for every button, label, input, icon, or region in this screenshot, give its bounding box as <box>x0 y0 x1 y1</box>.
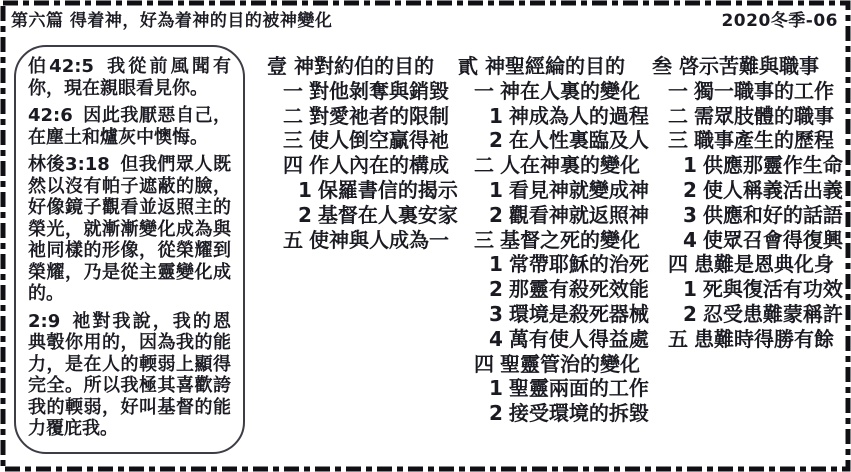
outline-item-label: 2 <box>683 177 697 202</box>
outline-item <box>652 128 840 153</box>
outline-item <box>267 128 458 153</box>
outline-item <box>458 327 652 352</box>
outline-item-text: 人在神裏的變化 <box>500 153 640 178</box>
outline-item <box>267 228 458 253</box>
outline-item-text: 供應那靈作生命 <box>702 153 843 178</box>
outline-item-text: 聖靈管治的變化 <box>500 351 640 376</box>
outline-item-text: 職事產生的歷程 <box>694 128 834 153</box>
outline-item <box>652 327 840 352</box>
outline-item-text: 環境是殺死器械 <box>508 301 649 326</box>
outline-item <box>652 202 843 228</box>
outline-item-text: 接受環境的拆毀 <box>508 401 649 426</box>
outline-item-text: 獨一職事的工作 <box>694 78 834 103</box>
outline-item-label: 四 <box>283 153 303 178</box>
verse-text: 但我們眾人既然以沒有帕子遮蔽的臉，好像鏡子觀看並返照主的榮光，就漸漸變化成為與祂同樣的形像，從榮耀到榮耀，乃是從主靈變化成的。 <box>28 154 231 304</box>
verse-text: 祂對我說，我的恩典彀你用的，因為我的能力，是在人的輭弱上顯得完全。所以我極其喜歡誇我的輭弱，好叫基督的能力覆庇我。 <box>28 310 231 439</box>
outline-item-label: 3 <box>489 301 503 326</box>
verse-ref: 42:6 <box>28 105 73 126</box>
outline-item <box>652 277 843 302</box>
outline-item <box>458 252 652 277</box>
outline-item <box>652 227 843 253</box>
outline-item <box>458 178 652 203</box>
outline-item-text: 神在人裏的變化 <box>500 78 640 103</box>
outline-item-label: 二 <box>474 153 494 178</box>
outline-column <box>652 54 843 426</box>
outline-item-text: 萬有使人得益處 <box>508 326 649 351</box>
outline-item-label: 二 <box>283 103 303 128</box>
outline-item-label: 四 <box>668 252 688 277</box>
issue-code: 2020冬季-06 <box>721 11 838 31</box>
outline-item-label: 2 <box>298 202 312 227</box>
outline-item <box>652 153 843 178</box>
outline-item-text: 基督之死的變化 <box>500 227 640 252</box>
verse-paragraph <box>28 154 231 305</box>
outline-item-text: 需眾肢體的職事 <box>694 103 834 128</box>
outline-item-text: 神成為人的過程 <box>508 103 649 128</box>
outline-item-label: 2 <box>489 401 503 426</box>
outline-item-label: 4 <box>683 227 697 252</box>
outline-item <box>652 177 843 203</box>
outline-item-text: 作人內在的構成 <box>309 153 449 178</box>
outline-item-label: 五 <box>668 326 688 351</box>
outline-item-label: 1 <box>683 277 697 302</box>
outline-item-label: 3 <box>683 202 697 227</box>
outline-columns <box>267 54 845 426</box>
verse-ref: 2:9 <box>28 310 61 332</box>
outline-column <box>267 54 458 426</box>
outline-item <box>458 153 652 178</box>
outline-item <box>458 203 652 228</box>
outline-item <box>458 228 652 253</box>
outline-item-text: 對他剝奪與銷毀 <box>309 78 449 103</box>
outline-item-label: 一 <box>668 78 688 103</box>
outline-heading: 壹 神對約伯的目的 <box>267 54 434 78</box>
outline-item-text: 供應和好的話語 <box>702 202 843 227</box>
outline-item-text: 看見神就變成神 <box>508 177 649 202</box>
outline-item <box>652 301 843 327</box>
outline-item <box>458 128 652 153</box>
outline-item-text: 觀看神就返照神 <box>508 202 649 227</box>
outline-item-text: 在人性裏臨及人 <box>508 128 649 153</box>
outline-item-label: 三 <box>474 227 494 252</box>
outline-item-text: 死與復活有功效 <box>702 277 843 302</box>
outline-item <box>458 277 652 302</box>
page-header <box>11 6 838 31</box>
outline-item-label: 三 <box>668 128 688 153</box>
outline-item-text: 使人稱義活出義 <box>702 177 843 202</box>
outline-item-text: 使人倒空贏得祂 <box>309 128 449 153</box>
outline-item-text: 基督在人裏安家 <box>317 202 458 227</box>
outline-item-label: 一 <box>283 78 303 103</box>
verse-paragraph <box>28 56 231 99</box>
page-title: 第六篇 得着神，好為着神的目的被神變化 <box>11 11 333 31</box>
outline-item <box>267 203 458 228</box>
outline-item-text: 常帶耶穌的治死 <box>508 252 649 277</box>
outline-item <box>652 79 840 104</box>
outline-item-text: 患難是恩典化身 <box>694 252 834 277</box>
outline-item-text: 那靈有殺死效能 <box>508 277 649 302</box>
outline-column <box>458 54 652 426</box>
outline-item <box>652 104 840 129</box>
outline-item-label: 2 <box>489 128 503 153</box>
outline-item-text: 使眾召會得復興 <box>702 227 843 252</box>
outline-item-label: 五 <box>283 227 303 252</box>
verse-ref: 伯42:5 <box>28 56 94 77</box>
outline-item <box>458 104 652 129</box>
outline-item-text: 保羅書信的揭示 <box>317 177 458 202</box>
outline-item-label: 一 <box>474 78 494 103</box>
outline-item <box>267 153 458 178</box>
outline-heading: 貳 神聖經綸的目的 <box>458 54 625 78</box>
outline-item <box>458 401 652 426</box>
outline-item <box>652 252 840 277</box>
outline-item <box>267 178 458 203</box>
outline-item-label: 1 <box>683 153 697 178</box>
outline-item-label: 1 <box>298 177 312 202</box>
outline-item <box>458 352 652 377</box>
outline-item-label: 1 <box>489 252 503 277</box>
outline-item-label: 2 <box>489 277 503 302</box>
verse-box <box>14 45 245 454</box>
outline-item-text: 患難時得勝有餘 <box>694 326 834 351</box>
outline-item-label: 4 <box>489 326 503 351</box>
verse-text: 我從前風聞有你，現在親眼看見你。 <box>28 56 231 99</box>
outline-item <box>458 79 652 104</box>
outline-item-label: 2 <box>683 301 697 326</box>
outline-item-label: 三 <box>283 128 303 153</box>
outline-item-label: 1 <box>489 103 503 128</box>
outline-item-label: 1 <box>489 376 503 401</box>
outline-item-text: 聖靈兩面的工作 <box>508 376 649 401</box>
verse-text: 因此我厭惡自己，在塵土和爐灰中懊悔。 <box>28 105 231 148</box>
outline-item-label: 四 <box>474 351 494 376</box>
verse-ref: 林後3:18 <box>28 154 110 175</box>
verse-paragraph <box>28 105 231 148</box>
outline-heading: 叁 啓示苦難與職事 <box>652 54 819 78</box>
outline-item-label: 二 <box>668 103 688 128</box>
outline-item-text: 忍受患難蒙稱許 <box>702 301 843 326</box>
outline-item-label: 1 <box>489 177 503 202</box>
outline-item <box>267 104 458 129</box>
outline-item-label: 2 <box>489 202 503 227</box>
outline-item <box>458 302 652 327</box>
outline-item <box>267 79 458 104</box>
outline-item-text: 使神與人成為一 <box>309 227 449 252</box>
verse-paragraph <box>28 311 231 440</box>
outline-item <box>458 376 652 401</box>
outline-item-text: 對愛祂者的限制 <box>309 103 449 128</box>
